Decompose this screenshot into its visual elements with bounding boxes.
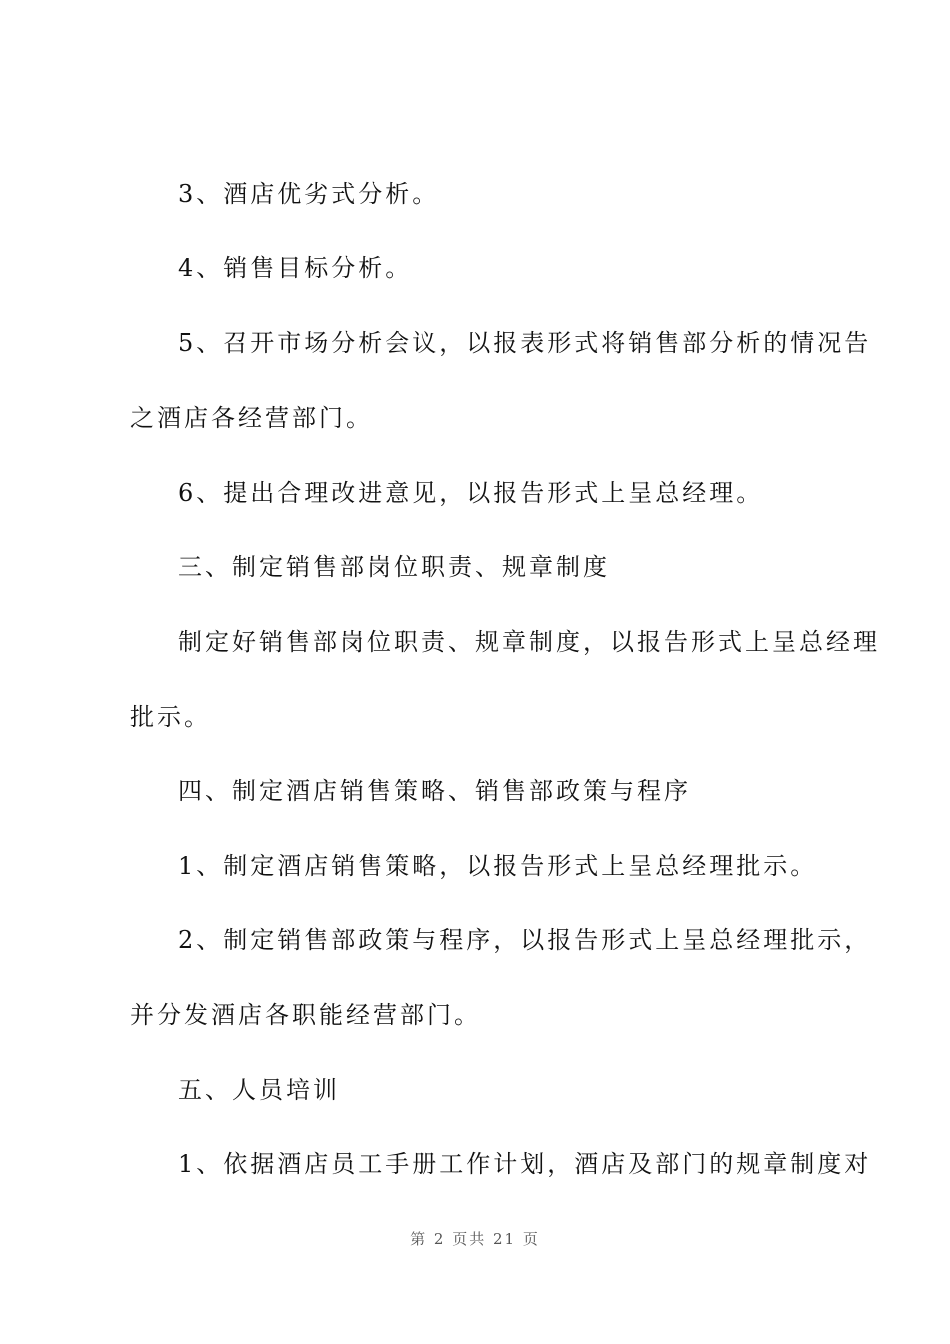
text-line: 5、召开市场分析会议，以报表形式将销售部分析的情况告 (178, 329, 872, 357)
section-heading: 五、人员培训 (178, 1076, 340, 1104)
text-line: 6、提出合理改进意见，以报告形式上呈总经理。 (178, 479, 764, 507)
text-line: 2、制定销售部政策与程序，以报告形式上呈总经理批示， (178, 926, 872, 954)
section-heading: 三、制定销售部岗位职责、规章制度 (178, 553, 610, 581)
text-line: 1、制定酒店销售策略，以报告形式上呈总经理批示。 (178, 852, 818, 880)
text-line: 批示。 (130, 703, 211, 731)
text-line: 1、依据酒店员工手册工作计划，酒店及部门的规章制度对 (178, 1150, 872, 1178)
text-line: 制定好销售部岗位职责、规章制度，以报告形式上呈总经理 (178, 628, 880, 656)
text-line: 之酒店各经营部门。 (130, 404, 373, 432)
text-line: 4、销售目标分析。 (178, 254, 413, 282)
page-number-footer: 第 2 页共 21 页 (410, 1230, 540, 1248)
text-line: 3、酒店优劣式分析。 (178, 180, 440, 208)
text-line: 并分发酒店各职能经营部门。 (130, 1001, 481, 1029)
section-heading: 四、制定酒店销售策略、销售部政策与程序 (178, 777, 691, 805)
